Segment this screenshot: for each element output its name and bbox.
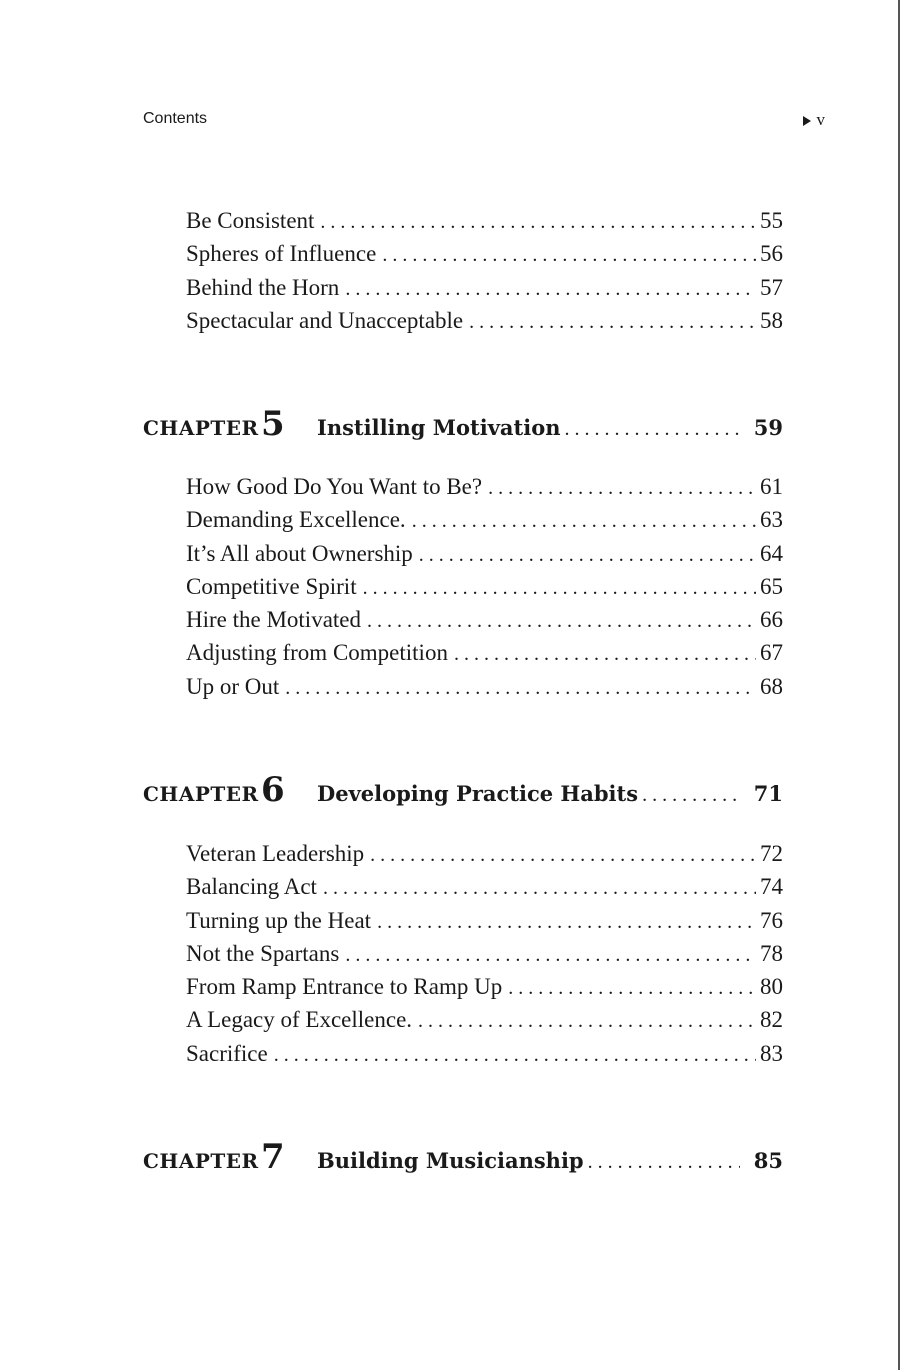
toc-entry-title: Turning up the Heat bbox=[186, 907, 372, 933]
toc-entry[interactable] bbox=[186, 974, 783, 1007]
toc-entry-page: 63 bbox=[760, 507, 783, 533]
dot-leader bbox=[345, 278, 756, 301]
toc-entry-title: Spectacular and Unacceptable bbox=[186, 307, 464, 333]
dot-leader bbox=[588, 1151, 740, 1174]
dot-leader bbox=[419, 544, 756, 567]
toc-entry-title: Competitive Spirit bbox=[186, 573, 357, 599]
chapter-title: Developing Practice Habits bbox=[317, 781, 639, 806]
toc-entry[interactable] bbox=[186, 507, 783, 540]
toc-entry-title: A Legacy of Excellence. bbox=[186, 1007, 413, 1033]
chapter-number: 6 bbox=[261, 770, 285, 810]
dot-leader bbox=[345, 944, 756, 967]
chapter-number: 7 bbox=[261, 1137, 285, 1177]
toc-entry-title: Up or Out bbox=[186, 673, 280, 699]
toc-entry[interactable] bbox=[186, 607, 783, 640]
toc-entry[interactable] bbox=[186, 275, 783, 308]
toc-entry-title: From Ramp Entrance to Ramp Up bbox=[186, 974, 503, 1000]
toc-entry[interactable] bbox=[186, 674, 783, 707]
dot-leader bbox=[642, 784, 740, 807]
dot-leader bbox=[274, 1044, 756, 1067]
page-folio: v bbox=[816, 110, 825, 129]
toc-entry-page: 82 bbox=[760, 1007, 783, 1033]
dot-leader bbox=[508, 977, 756, 1000]
toc-section-chapter-6 bbox=[186, 841, 783, 1074]
toc-entry-title: Be Consistent bbox=[186, 208, 315, 233]
chapter-title: Building Musicianship bbox=[317, 1148, 584, 1173]
toc-entry-page: 56 bbox=[760, 241, 783, 267]
dot-leader bbox=[564, 418, 739, 441]
chapter-label: CHAPTER bbox=[143, 782, 259, 806]
toc-entry-title: Sacrifice bbox=[186, 1040, 268, 1066]
toc-entry-page: 76 bbox=[760, 907, 783, 933]
toc-entry-title: It’s All about Ownership bbox=[186, 540, 413, 566]
toc-entry[interactable] bbox=[186, 640, 783, 673]
dot-leader bbox=[488, 477, 756, 500]
dot-leader bbox=[370, 844, 756, 867]
toc-entry-title: Behind the Horn bbox=[186, 274, 340, 300]
toc-entry[interactable] bbox=[186, 1007, 783, 1040]
dot-leader bbox=[323, 877, 756, 900]
running-head-folio-group bbox=[803, 110, 826, 130]
chapter-title: Instilling Motivation bbox=[317, 415, 561, 440]
right-triangle-icon bbox=[803, 116, 811, 126]
toc-entry-page: 64 bbox=[760, 540, 783, 566]
toc-entry[interactable] bbox=[186, 874, 783, 907]
toc-entry-title: Balancing Act bbox=[186, 874, 317, 900]
toc-section-chapter-5 bbox=[186, 474, 783, 707]
running-head bbox=[143, 110, 825, 132]
toc-entry[interactable] bbox=[186, 908, 783, 941]
toc-section-continued bbox=[186, 208, 783, 341]
toc-entry-page: 55 bbox=[760, 208, 783, 233]
toc-entry[interactable] bbox=[186, 308, 783, 341]
toc-entry-page: 57 bbox=[760, 274, 783, 300]
dot-leader bbox=[382, 244, 756, 267]
toc-entry-page: 80 bbox=[760, 974, 783, 1000]
toc-entry-title: How Good Do You Want to Be? bbox=[186, 474, 483, 499]
dot-leader bbox=[377, 911, 756, 934]
dot-leader bbox=[320, 211, 756, 234]
toc-entry-page: 66 bbox=[760, 607, 783, 633]
chapter-page: 71 bbox=[753, 781, 783, 806]
dot-leader bbox=[285, 677, 756, 700]
toc-entry-page: 78 bbox=[760, 940, 783, 966]
chapter-number: 5 bbox=[261, 404, 285, 444]
toc-entry[interactable] bbox=[186, 574, 783, 607]
chapter-page: 85 bbox=[753, 1148, 783, 1173]
toc-entry[interactable] bbox=[186, 541, 783, 574]
toc-entry-page: 65 bbox=[760, 573, 783, 599]
dot-leader bbox=[454, 643, 756, 666]
toc-entry-title: Veteran Leadership bbox=[186, 841, 365, 866]
toc-entry[interactable] bbox=[186, 841, 783, 874]
toc-entry-title: Adjusting from Competition bbox=[186, 640, 448, 666]
toc-entry-title: Not the Spartans bbox=[186, 940, 340, 966]
toc-entry-title: Spheres of Influence bbox=[186, 241, 377, 267]
dot-leader bbox=[367, 610, 756, 633]
toc-entry[interactable] bbox=[186, 1041, 783, 1074]
chapter-label: CHAPTER bbox=[143, 1149, 259, 1173]
dot-leader bbox=[418, 1010, 756, 1033]
toc-entry-page: 72 bbox=[760, 841, 783, 866]
toc-entry-title: Hire the Motivated bbox=[186, 607, 362, 633]
toc-entry-page: 61 bbox=[760, 474, 783, 499]
toc-entry-page: 68 bbox=[760, 673, 783, 699]
chapter-heading-7[interactable] bbox=[143, 1137, 783, 1177]
toc-entry-page: 83 bbox=[760, 1040, 783, 1066]
toc-entry[interactable] bbox=[186, 241, 783, 274]
toc-entry[interactable] bbox=[186, 941, 783, 974]
toc-entry[interactable] bbox=[186, 474, 783, 507]
dot-leader bbox=[469, 311, 756, 334]
toc-entry[interactable] bbox=[186, 208, 783, 241]
chapter-page: 59 bbox=[753, 415, 783, 440]
running-head-title: Contents bbox=[143, 110, 208, 127]
toc-entry-page: 74 bbox=[760, 874, 783, 900]
toc-entry-page: 58 bbox=[760, 307, 783, 333]
chapter-heading-6[interactable] bbox=[143, 770, 783, 810]
dot-leader bbox=[363, 577, 756, 600]
chapter-label: CHAPTER bbox=[143, 416, 259, 440]
toc-entry-title: Demanding Excellence. bbox=[186, 507, 406, 533]
dot-leader bbox=[412, 510, 756, 533]
chapter-heading-5[interactable] bbox=[143, 404, 783, 444]
toc-entry-page: 67 bbox=[760, 640, 783, 666]
